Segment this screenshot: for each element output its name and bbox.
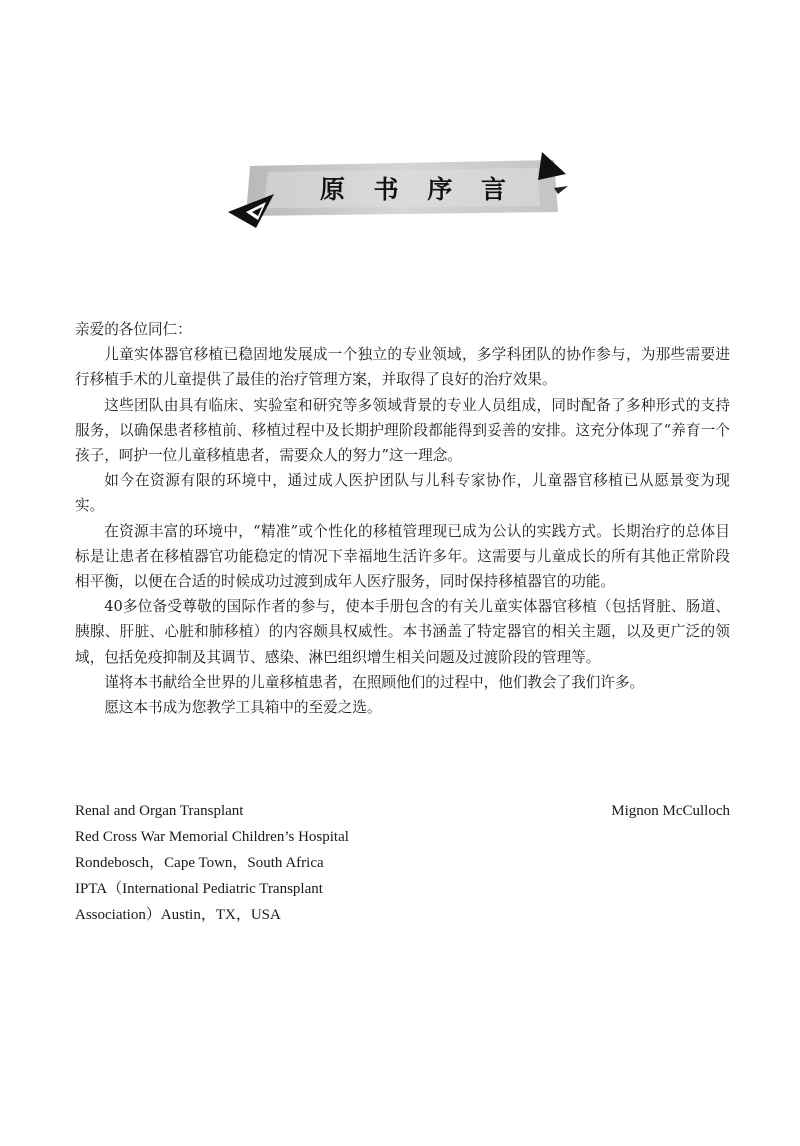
affiliation-line: Rondebosch，Cape Town，South Africa [75,855,324,871]
paragraph: 如今在资源有限的环境中，通过成人医护团队与儿科专家协作，儿童器官移植已从愿景变为现实。 [75,472,730,515]
signature-block [75,798,730,928]
author-name: Mignon McCulloch [611,803,730,819]
paragraph: 这些团队由具有临床、实验室和研究等多领域背景的专业人员组成，同时配备了多种形式的支持服务，以确保患者移植前、移植过程中及长期护理阶段都能得到妥善的安排。这充分体现了“养育一个孩子，呵护一位儿童移植患者，需要众人的努力”这一理念。 [75,396,730,465]
affiliation-line: IPTA（International Pediatric Transplant [75,881,323,897]
paragraph: 儿童实体器官移植已稳固地发展成一个独立的专业领域，多学科团队的协作参与，为那些需要进行移植手术的儿童提供了最佳的治疗管理方案，并取得了良好的治疗效果。 [75,346,730,389]
corner-triangle-top-right [538,152,566,180]
salutation: 亲爱的各位同仁： [75,321,192,338]
preface-body [75,317,730,720]
affiliation-line: Renal and Organ Transplant [75,803,244,819]
page-title: 原 书 序 言 [319,175,517,204]
affiliation-line: Red Cross War Memorial Children’s Hospital [75,829,349,845]
affiliation-line: Association）Austin，TX，USA [75,907,281,923]
title-banner [228,150,574,230]
paragraph: 在资源丰富的环境中，“精准”或个性化的移植管理现已成为公认的实践方式。长期治疗的总体目标是让患者在移植器官功能稳定的情况下幸福地生活许多年。这需要与儿童成长的所有其他正常阶段相平衡，以便在合适的时候成功过渡到成年人医疗服务，同时保持移植器官的功能。 [75,522,730,591]
paragraph: 愿这本书成为您教学工具箱中的至爱之选。 [104,699,382,717]
paragraph: 40多位备受尊敬的国际作者的参与，使本手册包含的有关儿童实体器官移植（包括肾脏、肠道、胰腺、肝脏、心脏和肺移植）的内容颇具权威性。本书涵盖了特定器官的相关主题，以及更广泛的领域，包括免疫抑制及其调节、感染、淋巴组织增生相关问题及过渡阶段的管理等。 [75,598,730,666]
paragraph: 谨将本书献给全世界的儿童移植患者，在照顾他们的过程中，他们教会了我们许多。 [104,673,645,691]
